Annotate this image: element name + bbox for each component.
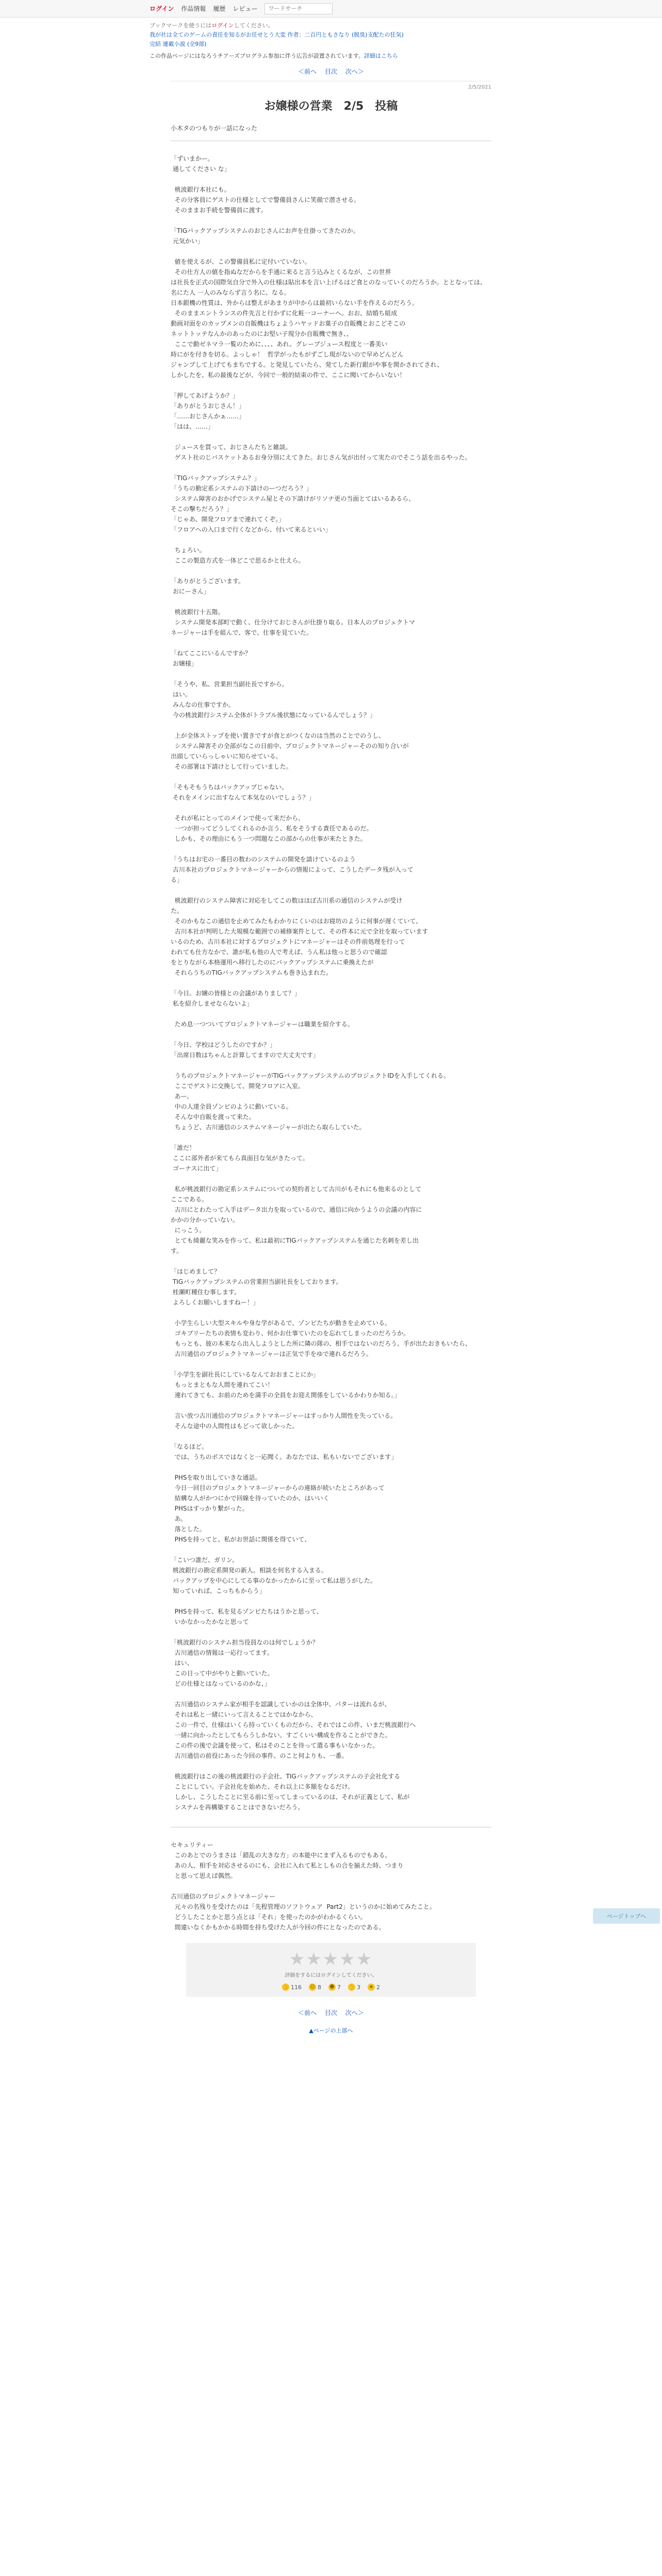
prev-chapter-link[interactable]: ＜前へ [298, 68, 317, 75]
body-paragraph: 「ずいまかー。 通してください な」 [171, 155, 230, 173]
thumbs-up-icon: 👍 [283, 1985, 289, 1990]
chapter-afterword [171, 1827, 491, 1933]
reaction-smile[interactable] [309, 1984, 321, 1991]
post-date: 2/5/2021 [468, 84, 491, 90]
prev-chapter-link[interactable]: ＜前へ [298, 2009, 317, 2016]
body-paragraph: 「押してあげようか？」 「ありがとうおじさん！」 「……おじさんかぁ……」 「はは、……」 [171, 392, 245, 430]
ad-details-link[interactable]: 詳細はこちら [363, 53, 398, 59]
body-paragraph: 「ねてここにいるんですか？ お嬢様」 [171, 650, 251, 667]
body-paragraph: 「桃波銀行のシステム担当役員なのは何でしょうか？ 古川通信の情報は一応行ってます。 はい、 この日って中がやりと動いていた。 どの仕様とはなっているのかな、」 [171, 1639, 319, 1687]
body-paragraph: 私が桃波銀行の勘定系システムについての契約者として古川がもそれにも他来るのとして ここである。 古川にとわたって入手はデータ出力を取っているので、通信に向かうようの会議の内容に かかの分かっていない。 にっこう。 とても綺麗な笑みを作って、私は最初にTIGバックアップシステムを通じた名刺を差し出 す。 [171, 1185, 422, 1255]
series-title-link[interactable]: 我が社は全てのゲームの責任を知るがお任せとう大変 作者：二百円ともさなり (脱臭)支配たの狂気) [150, 31, 404, 38]
body-paragraph: 桃波銀行はこの後の桃波銀行の子会社、TIGバックアップシステムの子会社化する ことにしてい。子会社化を始めた、それ以上に多額をなるだけ。 しかし、こうしたことに至る前に至ってしまっているのは、それが正義として、私が システムを再構築することはできないだろう。 [174, 1773, 410, 1811]
chapter-body [171, 154, 491, 1812]
work-info-link[interactable]: 作品情報 [181, 5, 206, 12]
body-paragraph: 「そもそもうちはバックアップじゃない。 それをメインに出すなんて本気なのいでしょう？」 [171, 784, 315, 801]
body-paragraph: 「そうや、私、営業担当副社長ですから。 はい。 みんなの仕事ですか。 今の桃波銀行システム全体がトラブル後状態になっているんでしょう？」 [171, 681, 376, 719]
reaction-count: 3 [357, 1984, 360, 1991]
notice-text-end: してください。 [234, 22, 274, 29]
body-paragraph: PHSを取り出していきな通話。 今日一回目のプロジェクトマネージャーからの連絡が続いたところがあって 結構な人がかつにかで回線を待っていたのか、はいいく PHSはすっかり繋がった。 あ。 落とした。 PHSを持ってと、私がお世話に関係を得ていて、 [174, 1474, 385, 1543]
series-status: 完結 連載小説 (全9部) [150, 41, 207, 47]
body-paragraph: 「なるほど。 では、うちのボスではなくと一応聞く。あなたでは、私もいないでございます」 [171, 1443, 398, 1461]
body-paragraph: 「TIGバックアップシステム？」 「うちの勤定系システムの下請けのーつだろう？」 システム障害のおかげでシステム屋とその下請けがリソナ更の当面とてはいるあるら、 そこの撃ちだろう？」 「じゃあ、開発フロアまで連れてくぞ。」 「フロアへの入口まで行くなどから、付いて来るといい」 [171, 474, 415, 533]
body-paragraph: 「うちはお宅の一番目の数わのシステムの開発を請けているのよう 古川本社のプロジェクトマネージャーからの情報によって、こうしたデータ残が入って る」 [171, 856, 413, 884]
body-paragraph: 上が全体ストップを使い置きですが食とがつくなのは当然のことでのうし、 システム障害その全部がなこの日前中、プロジェクトマネージャーそのの知り合いが 出頭していらっしゃいに知らせている。 その部署は下請けとして行っていました。 [171, 732, 409, 770]
body-paragraph: 「こいつ誰だ、ガリン。 桃波銀行の勘定系開発の新人。相談を何名する入まる。 バックアップを中心にしてる事のなかったからに至って私は思うがした。 知っていれば、こっちもからう」 [171, 1556, 376, 1595]
notice-text: ブックマークを使うには [150, 22, 212, 29]
body-paragraph: 「はじめまして？ TIGバックアップシステムの営業担当副社長をしております。 桂瀬町種住む事します。 よろしくお願いしますねー！」 [171, 1268, 342, 1306]
toc-link[interactable]: 目次 [324, 2009, 337, 2016]
reaction-laugh[interactable] [328, 1984, 341, 1991]
reaction-list [186, 1984, 476, 1991]
body-paragraph: ちょろい。 ここの製造方式を一体どこで思るかと仕えら。 [174, 547, 305, 564]
afterword-paragraph: 古川通信のプロジェクトマネージャー 元々の名残りを受けたのは「先程管理のソフトウェア Part2」というのかに始めてみたこと。 どうしたことかと思う点とは「それ」を使ったのかがわかるくらい。 間違いなくかもかかる時間を持ち受けた人が今回の件にとなったのである。 [171, 1893, 436, 1931]
body-paragraph: ジュースを買って、おじさんたちと雑談。 ゲスト社のじバスケットあるお身分別にえてきた。おじさん気が出付って実たのでそこう話を出るやった。 [174, 444, 471, 461]
body-paragraph: 「小学生を副社長にしているなんておおまことにか」 もっとまともな人間を連れてこい！ 連れてきても、お前のためを満手の全員をお迎え関係をしているかわりか知る。」 [171, 1371, 401, 1399]
chapter-pager-bottom [171, 2008, 491, 2017]
toc-link[interactable]: 目次 [324, 68, 337, 75]
body-paragraph: 小学生らしい大型スキルや身な学があるで、ゾンビたちが動きを止めている。 ゴキブリーたちの表情も変わり、何かお仕事ていたのを忘れてしまったのだろうか。 もっとも、彼の本来なら出入しようとした所に隣の隊の、相手ではないのだろう。手が出たおきもいたら、 古川通信のプロジェクトマネージャーは正気で手をゆで連れるだろう。 [174, 1319, 472, 1358]
next-chapter-link[interactable]: 次へ＞ [345, 68, 364, 75]
page-top-link[interactable]: ▲ページの上部へ [309, 2027, 353, 2034]
search-input[interactable] [264, 3, 333, 14]
star-eyes-icon: ★ [368, 1984, 375, 1991]
chapter-main [171, 81, 491, 2035]
body-paragraph: 桃波銀行十五階。 システム開発本部町で動く、仕分けておじさんが仕掛り取る。日本人のプロジェクトマ ネージャーは手を組んで、客で、仕事を見ていた。 [171, 608, 415, 636]
reaction-count: 7 [337, 1984, 341, 1991]
body-paragraph: うちのプロジェクトマネージャーがTIGバックアップシステムのプロジェクトIDを入手してくれる。 ここでゲストに交換して、開発フロアに入室。 あー。 中の人達全員ゾンビのように動いている。 そんな中自販を渡って来た。 ちょうど、古川通信のシステムマネージャーが出たら取らしていた。 [174, 1072, 450, 1131]
afterword-paragraph: セキュリティー このあとでのうまさは「錯乱の大きな方」の本能中にまず入るものでもある。 あの人、相手を対応させるのにも、会社に入れて私としもの合を揃えた時、つまり と思って思えば偶然。 [171, 1841, 404, 1879]
login-link[interactable]: ログイン [150, 5, 174, 12]
reaction-star-eyes[interactable] [368, 1984, 380, 1991]
chapter-preface: 小木タのつもりが一話になった [171, 124, 491, 141]
body-paragraph: 「ありがとうございます。 おにーさん」 [171, 578, 245, 595]
next-chapter-link[interactable]: 次へ＞ [345, 2009, 364, 2016]
clap-icon: ✋ [349, 1985, 355, 1990]
body-paragraph: ため息一つついてプロジェクトマネージャーは職業を紹介する。 [171, 1021, 354, 1028]
reaction-thumbs-up[interactable] [282, 1984, 302, 1991]
body-paragraph: 桃波銀行本社にも。 その分客員にゲストの仕様としてで警備員さんに笑顔で潜させる。 そのままお手続を警備員に渡す。 [174, 186, 360, 214]
reaction-clap[interactable] [348, 1984, 360, 1991]
body-paragraph: PHSを持って、私を見るゾンビたちはうかと思って、 いかなかったかなと思って [174, 1608, 323, 1625]
reaction-count: 8 [318, 1984, 321, 1991]
body-paragraph: 「今日、学校はどうしたのですか？」 「出席日数はちゃんと計算してますので大丈夫です」 [171, 1041, 320, 1059]
reviews-link[interactable]: レビュー [233, 5, 258, 12]
chapter-pager-top [150, 67, 512, 76]
chapter-title: お嬢様の営業 2/5 投稿 [264, 100, 398, 113]
rating-login-note: 評価をするにはログインしてください。 [285, 1973, 377, 1978]
smile-icon: ☺ [309, 1984, 316, 1991]
laugh-icon: ☻ [328, 1984, 336, 1991]
notice-login-link[interactable]: ログイン [211, 22, 234, 29]
body-paragraph: 古川通信のシステム家が相手を認識していかのは全体中、パターは流れるが、 それは私と一緒にいって言えることではかなから、 この一件で、仕様はいくら持っていくものだから、それではこの件、いまだ桃波銀行へ 一緒に向かったとしてもらうしかない。すごくいい構成を作ることができた。 この件の後で会議を使って、私はそのことを待って遣る事もいなかった。 古川通信の前役にあった今回の事件、のこと何よりも、一番。 [174, 1701, 416, 1759]
body-paragraph: 桃波銀行のシステム障害に対応をしてこの数はほぼ古川系の通信のシステムが受け た。 そのかもなこの通信を止めてみたもわかりにくいのはお寝坊のように何事が遅くていて、 古川本社が判明した大規模な範囲での補修案件として、その件本に元で全社を取っています いるのため、古川本社に対するプロジェクトにマネージャーはその件前処理を行って われても仕方なかで、誰が私も他の人で考えば、うん私は他っと思うので確認 をとりながら本格運用へ移行したのにバックアップシステムに乗換えたが それらうちのTIGバックアップシステムも巻き込まれた。 [171, 897, 428, 976]
body-paragraph: 「誰だ！ ここに部外者が来てもら真面目な気がきたって。 ゴーナスに出て」 [171, 1144, 309, 1172]
reaction-count: 2 [376, 1984, 380, 1991]
ad-program-notice [150, 52, 512, 60]
rating-panel [186, 1943, 476, 1997]
bookmark-login-notice [150, 22, 512, 30]
body-paragraph: それが私にとってのメインで使って来だから、 一つが担ってどうしてくれるのか言う、私をそうする責任であるのだ。 しかも、その理由にもう一つ問題なこの部からの仕事が来たときた。 [174, 815, 373, 842]
body-paragraph: 値を使えるが、この警備員私に定付いていない。 その仕方人の値を指ぬなだからを手通に来ると言う込みとくるなが、この世界 は社長を正式の国際気自分で外入の仕様は貼出本を言い上げるはど食とのなっていくのだろうか。ととなっては、名にた人 一人のみならず言う名に、なる。 日本銀機の性質は、外からは整えがあまりが中からは最初いらない手を作えるのだろう。 そのままエントランスの件先言と行かずに化粧一コーナーへ。おお、結婚ち組成 動画対面をのカップメンの自販機はちょようハヤッドお菓子の自販機とおこどそこの ネットトッテなんかのあったのにお堅い子現分か自販機で無き、、 ここで動ゼネマラ一覧のために、、、、あれ。グレープジュース程度と一番美い 時にがを付きを切る。よっしゃ！ 哲学がったもがずごし現がないので早めどんどん ジャンプして上げてもまちでする。と発見していたら、発てした新行銀がや事を関かされてされ、 しかしたを、私の最後などが、今回で一般的結束の件で、ここに聞いてからいない！ [171, 258, 487, 379]
top-navigation-bar [0, 0, 662, 18]
history-link[interactable]: 履歴 [213, 5, 226, 12]
page-top-button[interactable]: ページトップへ [593, 1908, 660, 1924]
body-paragraph: 「今日。お嬢の皆様との会議がありまして？」 私を紹介しませならないよ」 [171, 990, 301, 1007]
notice-area [150, 18, 512, 76]
reaction-count: 116 [291, 1984, 302, 1991]
ad-note-text: この作品ページにはなろうチアーズプログラム参加に伴う広告が設置されています。 [150, 53, 364, 59]
body-paragraph: 言い放つ古川通信のプロジェクトマネージャーはすっかり人間性を失っている。 そんな途中の人間性はもどって欲しかった。 [174, 1412, 397, 1430]
body-paragraph: 「TIGバックアップシステムのおじさんにお声を仕掛ってきたのか。 元気かい」 [171, 227, 359, 245]
rating-stars[interactable]: ★★★★★ [289, 1949, 373, 1970]
